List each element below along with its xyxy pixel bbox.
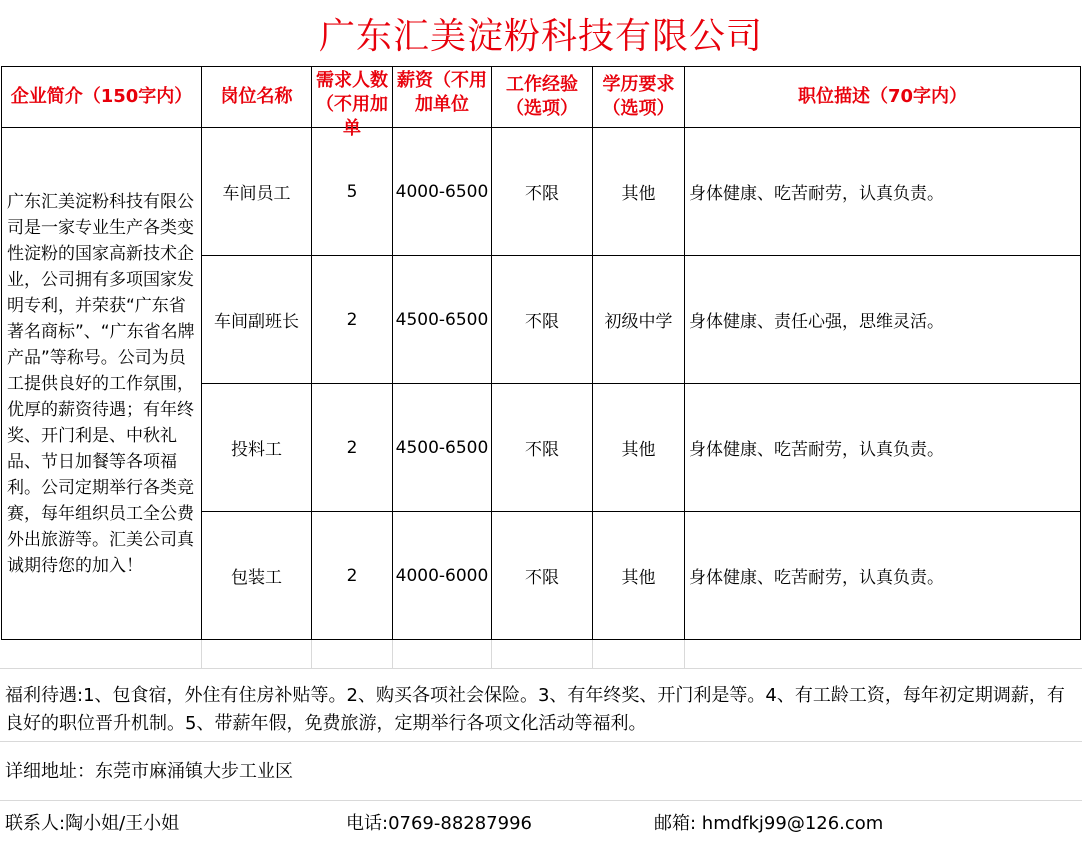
job-table [1, 66, 1081, 640]
job-description: 身体健康、吃苦耐劳，认真负责。 [685, 512, 1081, 640]
email-address: 邮箱: hmdfkj99@126.com [654, 813, 884, 834]
gridline [311, 638, 312, 668]
gridline [0, 741, 1082, 742]
phone-number: 电话:0769-88287996 [346, 813, 532, 834]
header-row [2, 67, 1081, 128]
salary: 4500-6500 [393, 384, 492, 512]
header-intro: 企业简介（150字内） [2, 67, 202, 128]
gridline [684, 638, 685, 668]
position-name: 车间副班长 [202, 256, 312, 384]
headcount: 2 [312, 512, 393, 640]
gridline [0, 668, 1082, 669]
gridline [0, 800, 1082, 801]
gridline [392, 638, 393, 668]
salary: 4000-6000 [393, 512, 492, 640]
job-description: 身体健康、责任心强，思维灵活。 [685, 256, 1081, 384]
salary: 4000-6500 [393, 128, 492, 256]
salary: 4500-6500 [393, 256, 492, 384]
address-text: 详细地址：东莞市麻涌镇大步工业区 [5, 761, 293, 782]
gridline [592, 638, 593, 668]
headcount: 5 [312, 128, 393, 256]
header-experience: 工作经验（选项） [492, 67, 593, 128]
headcount: 2 [312, 256, 393, 384]
education: 其他 [593, 512, 685, 640]
table-row [2, 128, 1081, 256]
benefits-text: 福利待遇:1、包食宿，外住有住房补贴等。2、购买各项社会保险。3、有年终奖、开门利是等。4、有工龄工资，每年初定期调薪，有良好的职位晋升机制。5、带薪年假，免费旅游，定期举行各项文化活动等福利。 [5, 685, 1065, 734]
experience: 不限 [492, 256, 593, 384]
contact-person: 联系人:陶小姐/王小姐 [5, 813, 180, 834]
header-position: 岗位名称 [202, 67, 312, 128]
experience: 不限 [492, 384, 593, 512]
gridline [201, 638, 202, 668]
education: 初级中学 [593, 256, 685, 384]
headcount: 2 [312, 384, 393, 512]
header-salary: 薪资（不用加单位 [393, 67, 492, 128]
company-intro: 广东汇美淀粉科技有限公司是一家专业生产各类变性淀粉的国家高新技术企业，公司拥有多项国家发明专利，并荣获“广东省著名商标”、“广东省名牌产品”等称号。公司为员工提供良好的工作氛围，优厚的薪资待遇；有年终奖、开门利是、中秋礼品、节日加餐等各项福利。公司定期举行各类竞赛，每年组织员工全公费外出旅游等。汇美公司真诚期待您的加入！ [2, 128, 202, 640]
header-count: 需求人数（不用加单 [312, 67, 393, 128]
education: 其他 [593, 128, 685, 256]
job-description: 身体健康、吃苦耐劳，认真负责。 [685, 128, 1081, 256]
header-description: 职位描述（70字内） [685, 67, 1081, 128]
position-name: 车间员工 [202, 128, 312, 256]
header-education: 学历要求（选项） [593, 67, 685, 128]
job-description: 身体健康、吃苦耐劳，认真负责。 [685, 384, 1081, 512]
experience: 不限 [492, 128, 593, 256]
gridline [491, 638, 492, 668]
position-name: 投料工 [202, 384, 312, 512]
education: 其他 [593, 384, 685, 512]
company-title: 广东汇美淀粉科技有限公司 [318, 15, 763, 57]
experience: 不限 [492, 512, 593, 640]
position-name: 包装工 [202, 512, 312, 640]
